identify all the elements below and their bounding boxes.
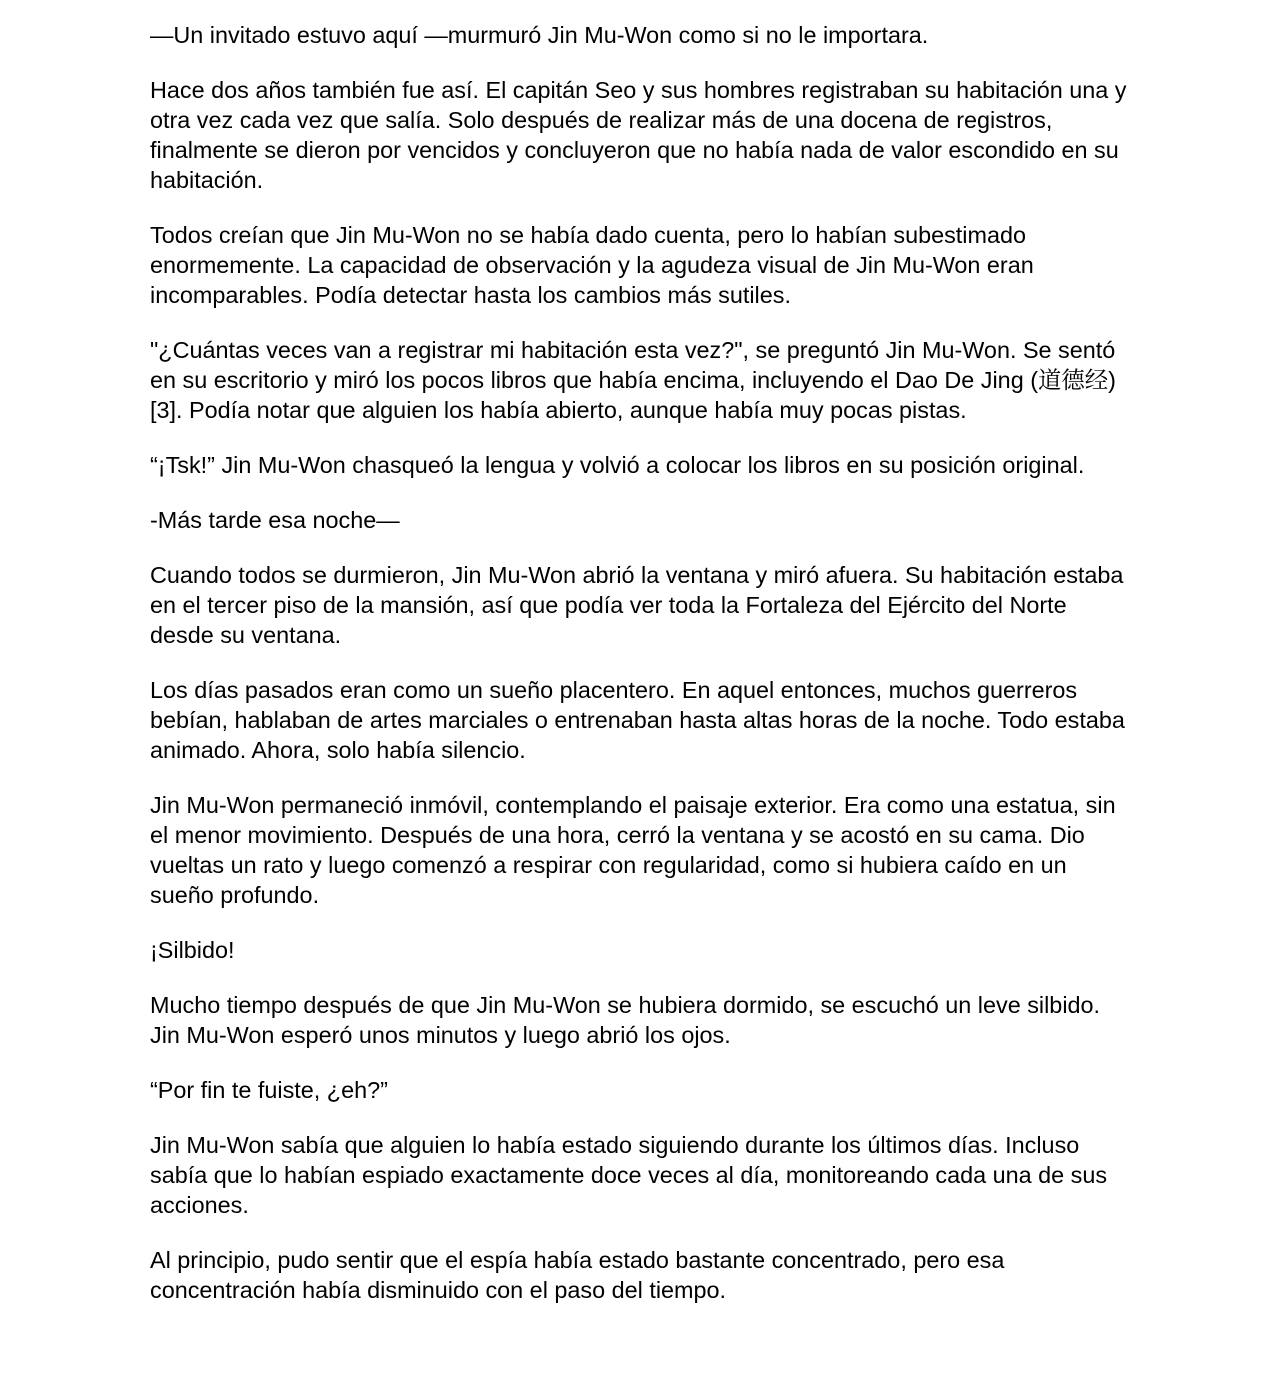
paragraph-11: Mucho tiempo después de que Jin Mu-Won se hubiera dormido, se escuchó un leve silbido. Jin Mu-Won esperó unos minutos y luego abrió los ojos. [150, 992, 1101, 1048]
scene-break: -Más tarde esa noche— [150, 507, 400, 533]
paragraph-14: Al principio, pudo sentir que el espía había estado bastante concentrado, pero esa concentración había disminuido con el paso del tiempo. [150, 1247, 1005, 1303]
paragraph-9: Jin Mu-Won permaneció inmóvil, contemplando el paisaje exterior. Era como una estatua, sin el menor movimiento. Después de una hora, cerró la ventana y se acostó en su cama. Dio vueltas un rato y luego comenzó a respirar con regularidad, como si hubiera caído en un sueño profundo. [150, 792, 1116, 908]
sound-effect: ¡Silbido! [150, 937, 235, 963]
paragraph-13: Jin Mu-Won sabía que alguien lo había estado siguiendo durante los últimos días. Incluso sabía que lo habían espiado exactamente doce veces al día, monitoreando cada una de sus acciones. [150, 1132, 1108, 1218]
dialogue-line: “Por fin te fuiste, ¿eh?” [150, 1077, 388, 1103]
paragraph-7: Cuando todos se durmieron, Jin Mu-Won abrió la ventana y miró afuera. Su habitación estaba en el tercer piso de la mansión, así que podía ver toda la Fortaleza del Ejército del Norte desde su ventana. [150, 562, 1124, 648]
paragraph-8: Los días pasados eran como un sueño placentero. En aquel entonces, muchos guerreros bebían, hablaban de artes marciales o entrenaban hasta altas horas de la noche. Todo estaba animado. Ahora, solo había silencio. [150, 677, 1125, 763]
paragraph-1: —Un invitado estuvo aquí —murmuró Jin Mu-Won como si no le importara. [150, 22, 929, 48]
paragraph-3: Todos creían que Jin Mu-Won no se había dado cuenta, pero lo habían subestimado enormemente. La capacidad de observación y la agudeza visual de Jin Mu-Won eran incomparables. Podía detectar hasta los cambios más sutiles. [150, 222, 1034, 308]
paragraph-5: “¡Tsk!” Jin Mu-Won chasqueó la lengua y volvió a colocar los libros en su posición original. [150, 452, 1085, 478]
paragraph-4: "¿Cuántas veces van a registrar mi habitación esta vez?", se preguntó Jin Mu-Won. Se sentó en su escritorio y miró los pocos libros que había encima, incluyendo el Dao De Jing (道德经) [3]. Podía notar que alguien los había abierto, aunque había muy pocas pistas. [150, 337, 1116, 423]
document-page [150, 20, 1130, 1330]
paragraph-2: Hace dos años también fue así. El capitán Seo y sus hombres registraban su habitación una y otra vez cada vez que salía. Solo después de realizar más de una docena de registros, finalmente se dieron por vencidos y concluyeron que no había nada de valor escondido en su habitación. [150, 77, 1127, 193]
